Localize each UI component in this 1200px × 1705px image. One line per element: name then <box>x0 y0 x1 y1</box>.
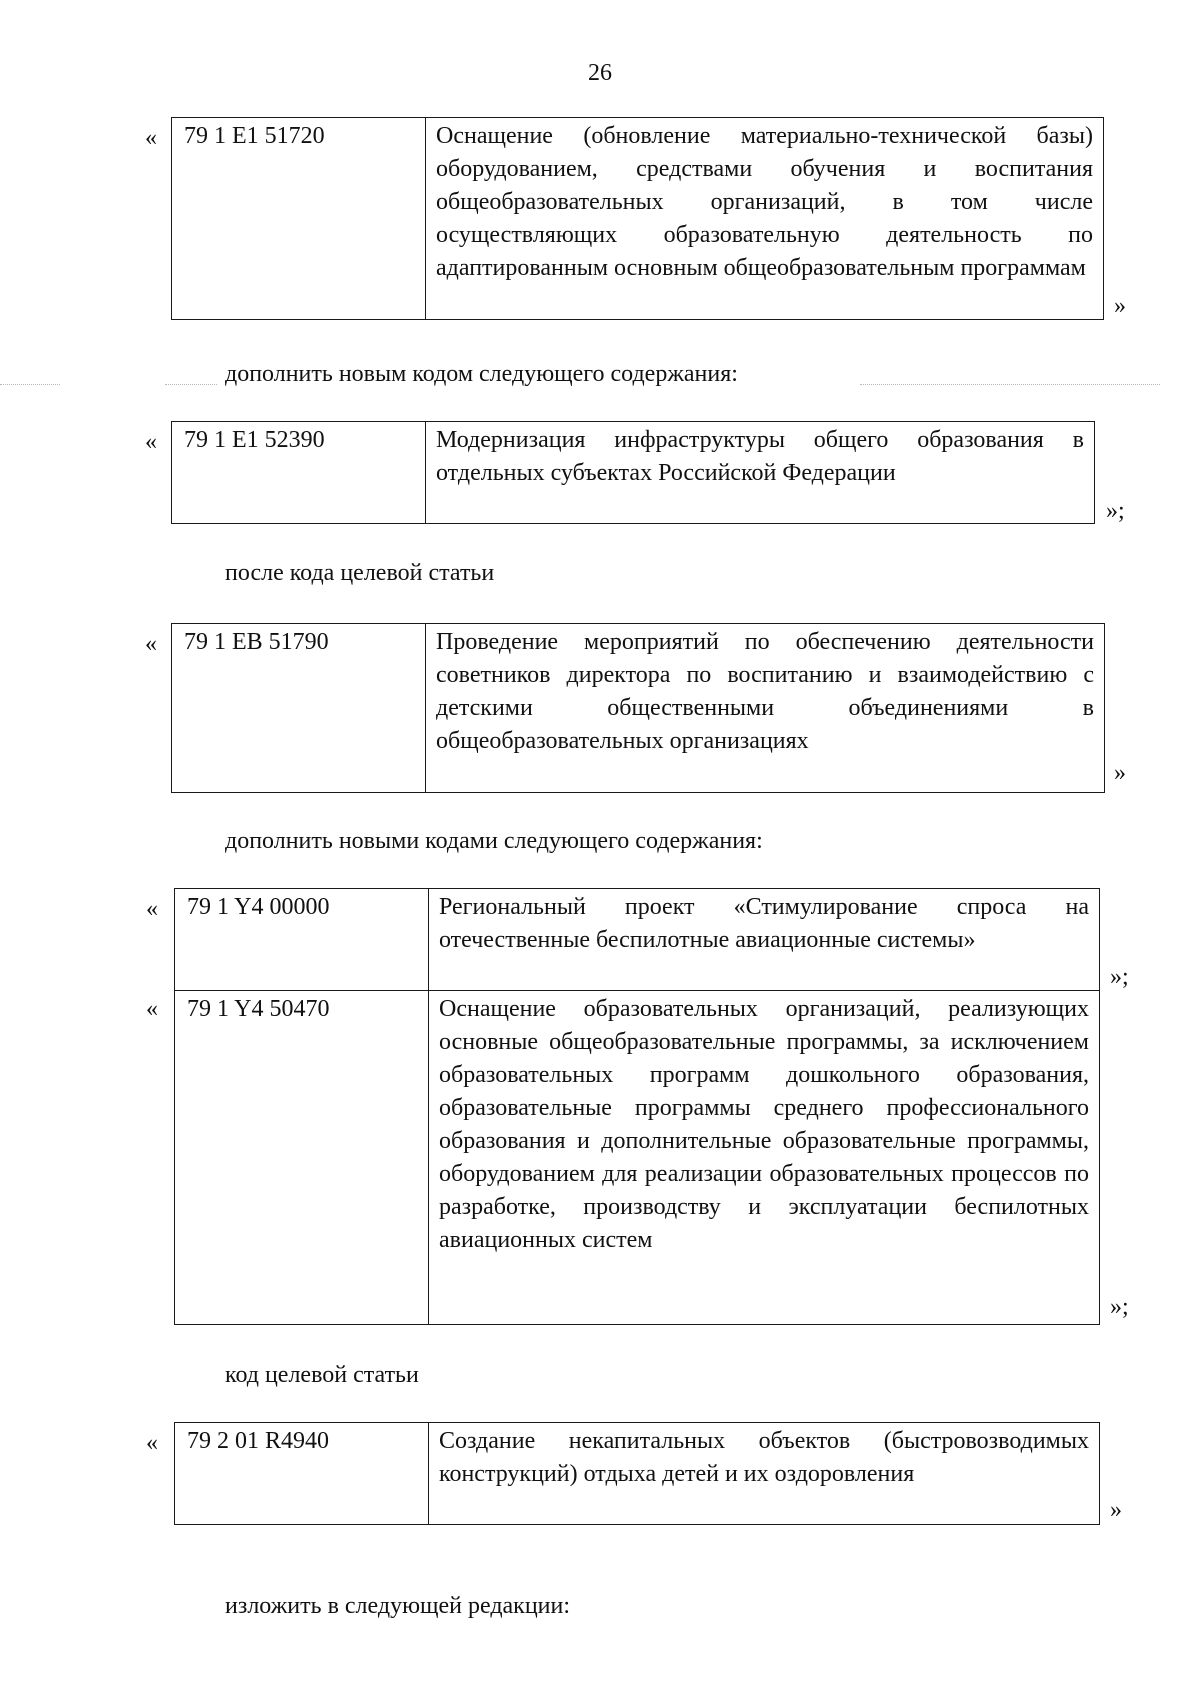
target-article-name: Оснащение (обновление материально-технической базы) оборудованием, средствами обучения и воспитания общеобразовательных организаций, в том числе осуществляющих образовательную деятельность по адаптированным основным общеобразовательным программам <box>426 118 1104 320</box>
instruction-text: код целевой статьи <box>225 1362 419 1388</box>
open-quote: « <box>146 896 158 922</box>
scan-artifact <box>0 384 60 385</box>
open-quote: « <box>146 996 158 1022</box>
close-quote: »; <box>1106 498 1125 524</box>
code-table <box>174 888 1100 1325</box>
target-article-name: Проведение мероприятий по обеспечению деятельности советников директора по воспитанию и взаимодействию с детскими общественными объединениями в общеобразовательных организациях <box>426 624 1105 793</box>
table-row <box>175 889 1100 991</box>
table-row <box>172 118 1104 320</box>
page-number: 26 <box>588 60 612 86</box>
close-quote: »; <box>1110 1294 1129 1320</box>
table-row <box>175 991 1100 1325</box>
target-article-code: 79 1 EB 51790 <box>172 624 426 793</box>
target-article-name: Создание некапитальных объектов (быстровозводимых конструкций) отдыха детей и их оздоровления <box>429 1423 1100 1525</box>
target-article-code: 79 1 E1 51720 <box>172 118 426 320</box>
open-quote: « <box>145 125 157 151</box>
instruction-text: после кода целевой статьи <box>225 560 495 586</box>
open-quote: « <box>146 1430 158 1456</box>
close-quote: »; <box>1110 964 1129 990</box>
target-article-code: 79 2 01 R4940 <box>175 1423 429 1525</box>
target-article-code: 79 1 Y4 50470 <box>175 991 429 1325</box>
target-article-name: Модернизация инфраструктуры общего образования в отдельных субъектах Российской Федерации <box>426 422 1095 524</box>
table-row <box>175 1423 1100 1525</box>
instruction-text: дополнить новым кодом следующего содержания: <box>225 361 738 387</box>
code-table <box>174 1422 1100 1525</box>
table-row <box>172 422 1095 524</box>
code-table <box>171 623 1105 793</box>
code-table <box>171 421 1095 524</box>
target-article-code: 79 1 E1 52390 <box>172 422 426 524</box>
close-quote: » <box>1114 760 1126 786</box>
target-article-code: 79 1 Y4 00000 <box>175 889 429 991</box>
close-quote: » <box>1114 293 1126 319</box>
target-article-name: Оснащение образовательных организаций, реализующих основные общеобразовательные программы, за исключением образовательных программ дошкольного образования, образовательные программы среднего профессионального образования и дополнительные образовательные программы, оборудованием для реализации образовательных процессов по разработке, производству и эксплуатации беспилотных авиационных систем <box>429 991 1100 1325</box>
scan-artifact <box>860 384 1160 385</box>
instruction-text: изложить в следующей редакции: <box>225 1593 571 1619</box>
code-table <box>171 117 1104 320</box>
table-row <box>172 624 1105 793</box>
open-quote: « <box>145 631 157 657</box>
scan-artifact <box>165 384 217 385</box>
target-article-name: Региональный проект «Стимулирование спроса на отечественные беспилотные авиационные системы» <box>429 889 1100 991</box>
close-quote: » <box>1110 1497 1122 1523</box>
open-quote: « <box>145 429 157 455</box>
instruction-text: дополнить новыми кодами следующего содержания: <box>225 828 763 854</box>
